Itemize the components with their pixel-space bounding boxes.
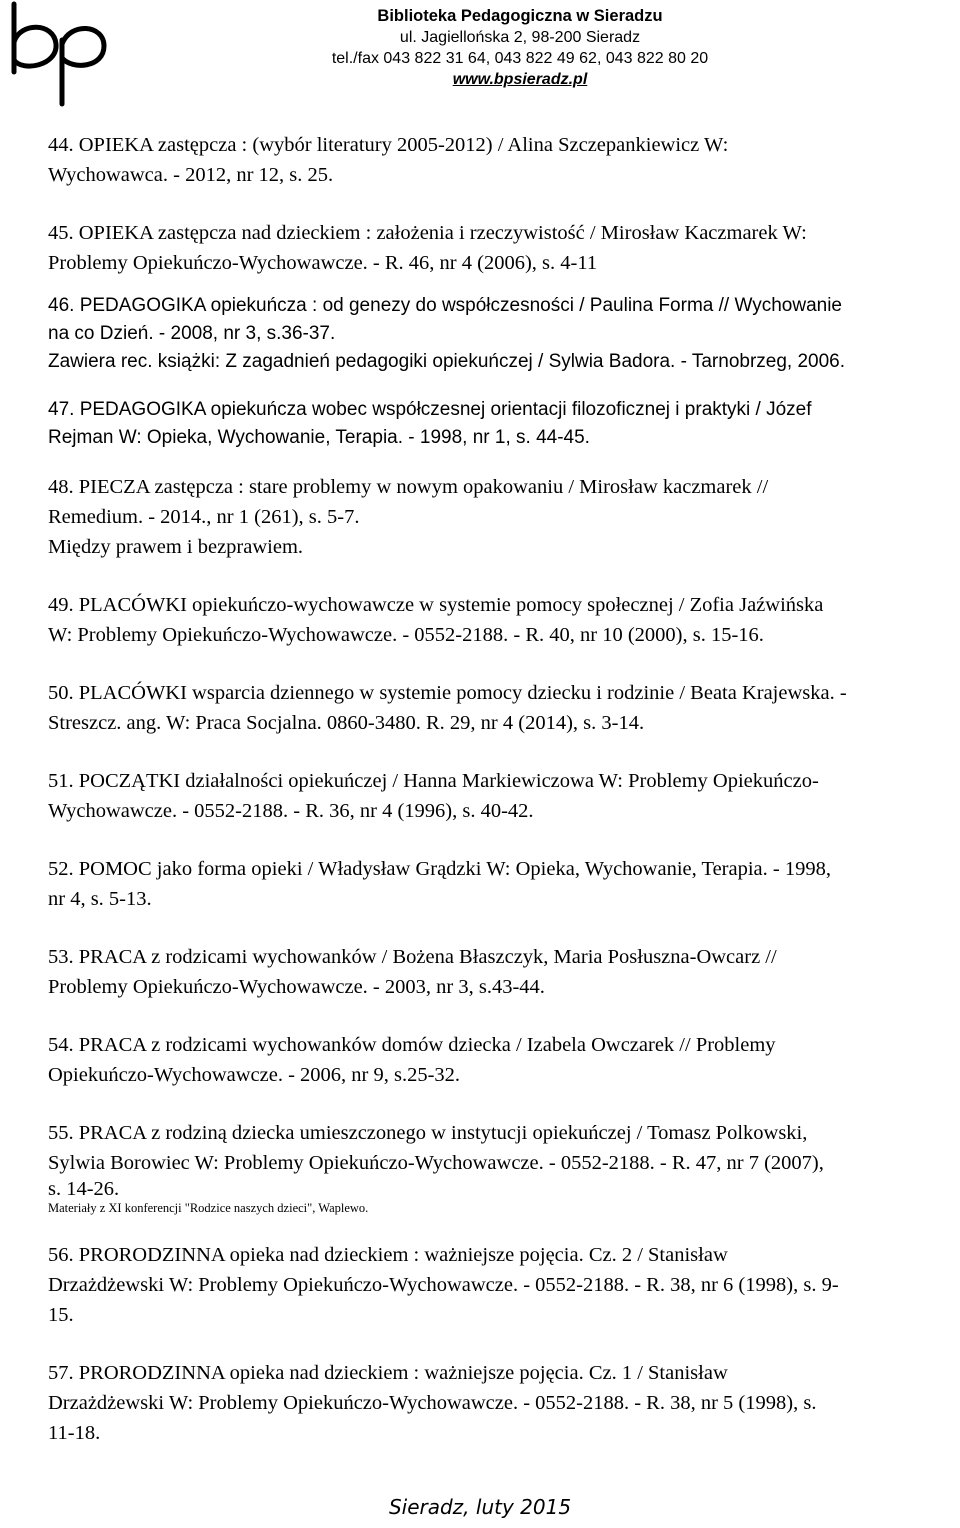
bibliography-entry-51 — [48, 766, 956, 826]
bibliography-entry-50 — [48, 678, 956, 738]
entry-line: W: Problemy Opiekuńczo-Wychowawcze. - 0552-2188. - R. 40, nr 10 (2000), s. 15-16. — [48, 624, 764, 646]
entry-line: 52. POMOC jako forma opieki / Władysław Grądzki W: Opieka, Wychowanie, Terapia. - 1998, — [48, 858, 831, 880]
entry-note: Materiały z XI konferencji "Rodzice naszych dzieci", Waplewo. — [48, 1201, 369, 1215]
entry-line: Wychowawca. - 2012, nr 12, s. 25. — [48, 164, 334, 186]
bibliography-entry-44 — [48, 130, 956, 190]
entry-line: 15. — [48, 1304, 74, 1326]
library-address: ul. Jagiellońska 2, 98-200 Sieradz — [399, 29, 641, 46]
bibliography-entry-53 — [48, 942, 956, 1002]
bibliography-entry-45 — [48, 218, 956, 278]
entry-line: Problemy Opiekuńczo-Wychowawcze. - R. 46, nr 4 (2006), s. 4-11 — [48, 252, 598, 274]
bibliography-list — [48, 130, 956, 1476]
library-name: Biblioteka Pedagogiczna w Sieradzu — [377, 7, 663, 25]
entry-line: 11-18. — [48, 1422, 101, 1444]
entry-line: 44. OPIEKA zastępcza : (wybór literatury 2005-2012) / Alina Szczepankiewicz W: — [48, 134, 729, 156]
bibliography-entry-46 — [48, 292, 956, 376]
entry-line: Streszcz. ang. W: Praca Socjalna. 0860-3480. R. 29, nr 4 (2014), s. 3-14. — [48, 712, 645, 734]
bibliography-entry-48 — [48, 472, 956, 562]
library-header — [330, 6, 710, 90]
entry-line: 46. PEDAGOGIKA opiekuńcza : od genezy do współczesności / Paulina Forma // Wychowanie — [48, 295, 843, 316]
entry-line: Remedium. - 2014., nr 1 (261), s. 5-7. — [48, 506, 360, 528]
entry-line: 50. PLACÓWKI wsparcia dziennego w systemie pomocy dziecku i rodzinie / Beata Krajewska. - — [48, 682, 847, 704]
bibliography-entry-47 — [48, 396, 956, 452]
entry-line: 53. PRACA z rodzicami wychowanków / Bożena Błaszczyk, Maria Posłuszna-Owcarz // — [48, 946, 777, 968]
entry-line: 49. PLACÓWKI opiekuńczo-wychowawcze w systemie pomocy społecznej / Zofia Jaźwińska — [48, 594, 824, 616]
page-footer: Sieradz, luty 2015 — [388, 1495, 572, 1519]
bibliography-entry-55 — [48, 1118, 956, 1216]
library-logo — [0, 0, 118, 108]
entry-line: Opiekuńczo-Wychowawcze. - 2006, nr 9, s.25-32. — [48, 1064, 461, 1086]
entry-line: s. 14-26. — [48, 1178, 120, 1200]
entry-line: 55. PRACA z rodziną dziecka umieszczonego w instytucji opiekuńczej / Tomasz Polkowski, — [48, 1122, 808, 1144]
entry-line: Wychowawcze. - 0552-2188. - R. 36, nr 4 (1996), s. 40-42. — [48, 800, 534, 822]
entry-line: 54. PRACA z rodzicami wychowanków domów dziecka / Izabela Owczarek // Problemy — [48, 1034, 776, 1056]
bibliography-entry-52 — [48, 854, 956, 914]
library-phone: tel./fax 043 822 31 64, 043 822 49 62, 043 822 80 20 — [331, 50, 709, 67]
entry-line: Zawiera rec. książki: Z zagadnień pedagogiki opiekuńczej / Sylwia Badora. - Tarnobrzeg, 2006. — [48, 351, 846, 372]
entry-line: 47. PEDAGOGIKA opiekuńcza wobec współczesnej orientacji filozoficznej i praktyki / Józef — [48, 399, 812, 420]
entry-line: 45. OPIEKA zastępcza nad dzieckiem : założenia i rzeczywistość / Mirosław Kaczmarek W: — [48, 222, 807, 244]
entry-line: Sylwia Borowiec W: Problemy Opiekuńczo-Wychowawcze. - 0552-2188. - R. 47, nr 7 (2007), — [48, 1152, 824, 1174]
entry-line: Między prawem i bezprawiem. — [48, 536, 304, 558]
library-website-link[interactable]: www.bpsieradz.pl — [452, 71, 588, 88]
entry-line: 51. POCZĄTKI działalności opiekuńczej / Hanna Markiewiczowa W: Problemy Opiekuńczo- — [48, 770, 819, 792]
entry-line: Problemy Opiekuńczo-Wychowawcze. - 2003, nr 3, s.43-44. — [48, 976, 545, 998]
entry-line: Rejman W: Opieka, Wychowanie, Terapia. - 1998, nr 1, s. 44-45. — [48, 427, 590, 448]
entry-line: Drzażdżewski W: Problemy Opiekuńczo-Wychowawcze. - 0552-2188. - R. 38, nr 5 (1998), s. — [48, 1392, 817, 1414]
bibliography-entry-57 — [48, 1358, 956, 1448]
entry-line: 48. PIECZA zastępcza : stare problemy w nowym opakowaniu / Mirosław kaczmarek // — [48, 476, 769, 498]
entry-line: 56. PRORODZINNA opieka nad dzieckiem : ważniejsze pojęcia. Cz. 2 / Stanisław — [48, 1244, 728, 1266]
entry-line: Drzażdżewski W: Problemy Opiekuńczo-Wychowawcze. - 0552-2188. - R. 38, nr 6 (1998), s. 9- — [48, 1274, 839, 1296]
entry-line: nr 4, s. 5-13. — [48, 888, 152, 910]
entry-line: 57. PRORODZINNA opieka nad dzieckiem : ważniejsze pojęcia. Cz. 1 / Stanisław — [48, 1362, 728, 1384]
bibliography-entry-56 — [48, 1240, 956, 1330]
bibliography-entry-54 — [48, 1030, 956, 1090]
entry-line: na co Dzień. - 2008, nr 3, s.36-37. — [48, 323, 336, 344]
bibliography-entry-49 — [48, 590, 956, 650]
